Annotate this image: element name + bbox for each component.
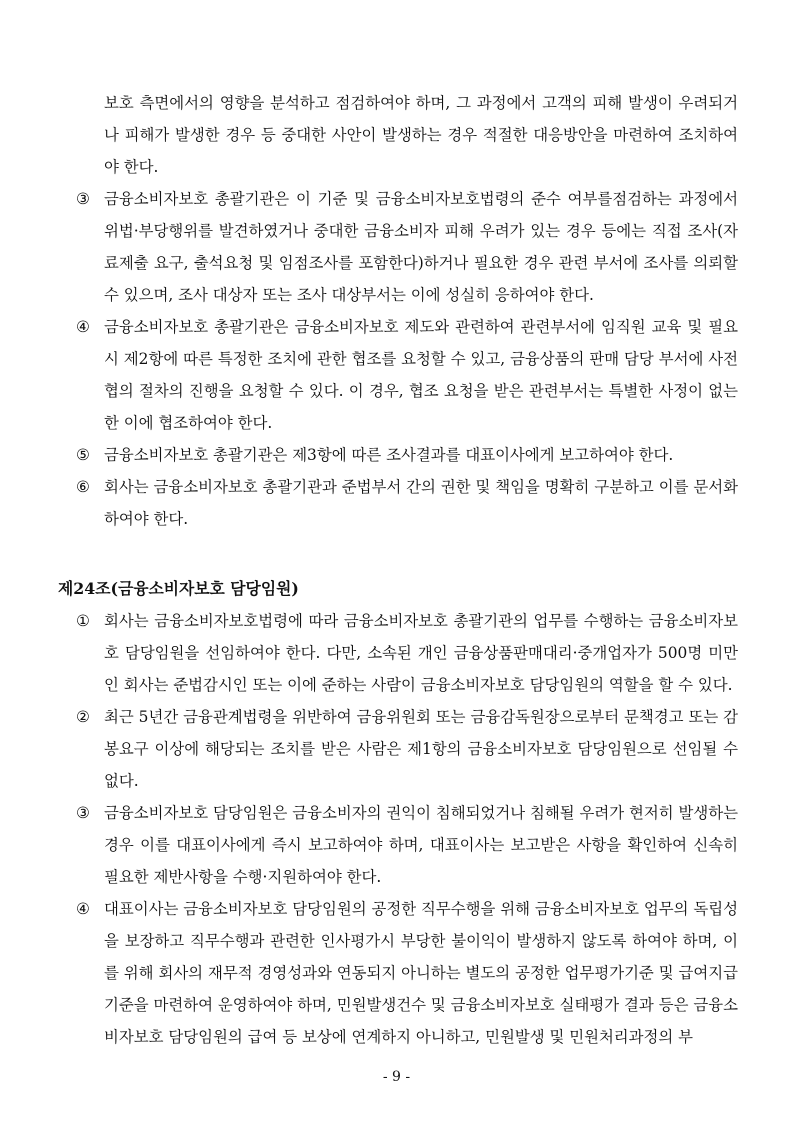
item-number: ③ xyxy=(76,190,90,208)
item-text: 금융소비자보호 총괄기관은 금융소비자보호 제도와 관련하여 관련부서에 임직원 교육 및 필요 시 제2항에 따른 특정한 조치에 관한 협조를 요청할 수 있고, 금융상품의 판매 담당 부서에 사전협의 절차의 진행을 요청할 수 있다. 이 경우, 협조 요청을 받은 관련부서는 특별한 사정이 없는 한 이에 협조하여야 한다. xyxy=(104,318,738,432)
article-heading: 제24조(금융소비자보호 담당임원) xyxy=(58,579,299,598)
item-list-b xyxy=(58,605,738,1053)
list-item xyxy=(58,605,738,701)
item-number: ④ xyxy=(76,318,90,336)
page-number: - 9 - xyxy=(382,1069,411,1085)
item-number: ① xyxy=(76,612,90,630)
item-number: ⑥ xyxy=(76,478,90,496)
list-item xyxy=(58,797,738,893)
list-item xyxy=(58,439,738,471)
list-item xyxy=(58,183,738,311)
list-item xyxy=(58,893,738,1053)
item-text: 금융소비자보호 담당임원은 금융소비자의 권익이 침해되었거나 침해될 우려가 현저히 발생하는 경우 이를 대표이사에게 즉시 보고하여야 하며, 대표이사는 보고받은 사항을 확인하여 신속히 필요한 제반사항을 수행·지원하여야 한다. xyxy=(104,804,738,886)
item-text: 회사는 금융소비자보호 총괄기관과 준법부서 간의 권한 및 책임을 명확히 구분하고 이를 문서화하여야 한다. xyxy=(104,478,738,528)
list-item xyxy=(58,701,738,797)
list-item xyxy=(58,471,738,535)
item-number: ⑤ xyxy=(76,446,90,464)
item-text: 금융소비자보호 총괄기관은 이 기준 및 금융소비자보호법령의 준수 여부를점검하는 과정에서 위법·부당행위를 발견하였거나 중대한 금융소비자 피해 우려가 있는 경우 등에는 직접 조사(자료제출 요구, 출석요청 및 임점조사를 포함한다)하거나 필요한 경우 관련 부서에 조사를 의뢰할 수 있으며, 조사 대상자 또는 조사 대상부서는 이에 성실히 응하여야 한다. xyxy=(104,190,738,304)
item-number: ② xyxy=(76,708,90,726)
item-text: 최근 5년간 금융관계법령을 위반하여 금융위원회 또는 금융감독원장으로부터 문책경고 또는 감봉요구 이상에 해당되는 조치를 받은 사람은 제1항의 금융소비자보호 담당임원으로 선임될 수 없다. xyxy=(104,708,738,790)
document-body xyxy=(58,87,738,1053)
item-text: 금융소비자보호 총괄기관은 제3항에 따른 조사결과를 대표이사에게 보고하여야 한다. xyxy=(104,446,674,464)
section-spacer xyxy=(58,535,738,573)
continuation-paragraph: 보호 측면에서의 영향을 분석하고 점검하여야 하며, 그 과정에서 고객의 피해 발생이 우려되거나 피해가 발생한 경우 등 중대한 사안이 발생하는 경우 적절한 대응방안을 마련하여 조치하여야 한다. xyxy=(104,94,738,176)
item-number: ③ xyxy=(76,804,90,822)
list-item xyxy=(58,311,738,439)
item-text: 대표이사는 금융소비자보호 담당임원의 공정한 직무수행을 위해 금융소비자보호 업무의 독립성을 보장하고 직무수행과 관련한 인사평가시 부당한 불이익이 발생하지 않도록 하여야 하며, 이를 위해 회사의 재무적 경영성과와 연동되지 아니하는 별도의 공정한 업무평가기준 및 급여지급기준을 마련하여 운영하여야 하며, 민원발생건수 및 금융소비자보호 실태평가 결과 등은 금융소비자보호 담당임원의 급여 등 보상에 연계하지 아니하고, 민원발생 및 민원처리과정의 부 xyxy=(104,900,738,1046)
item-text: 회사는 금융소비자보호법령에 따라 금융소비자보호 총괄기관의 업무를 수행하는 금융소비자보호 담당임원을 선임하여야 한다. 다만, 소속된 개인 금융상품판매대리·중개업자가 500명 미만인 회사는 준법감시인 또는 이에 준하는 사람이 금융소비자보호 담당임원의 역할을 할 수 있다. xyxy=(104,612,738,694)
item-list-a xyxy=(58,183,738,535)
item-number: ④ xyxy=(76,900,90,918)
